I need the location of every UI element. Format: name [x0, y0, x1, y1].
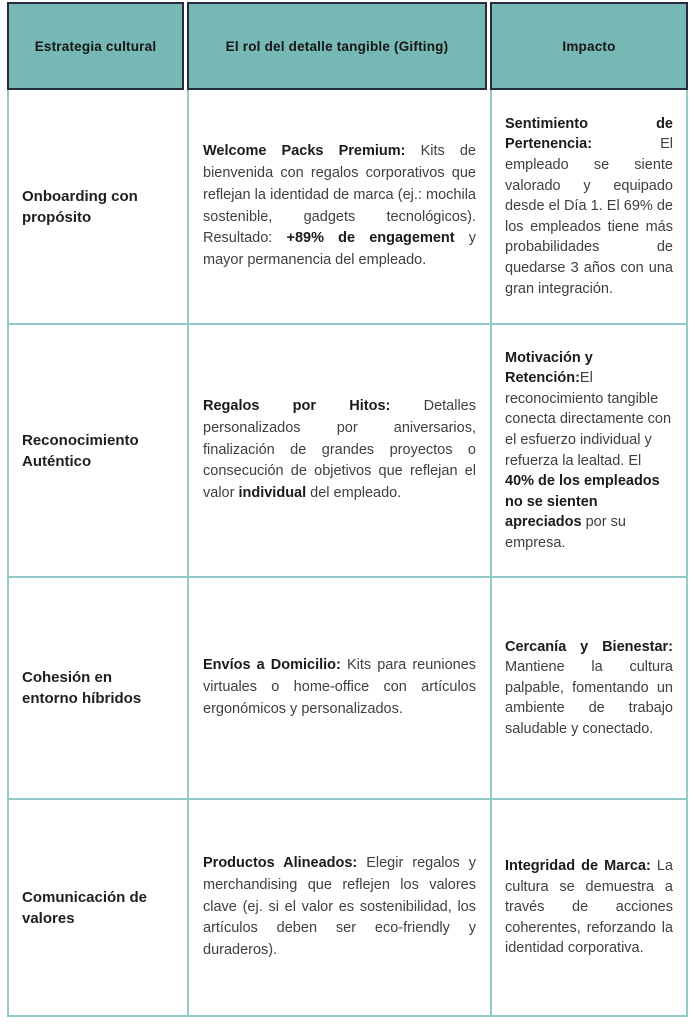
- gifting-cell: [189, 578, 492, 798]
- gifting-cell: [189, 90, 492, 323]
- impact-cell: [492, 578, 686, 798]
- strategy-label: Comunicación de valores: [22, 888, 148, 927]
- impact-cell: [492, 800, 686, 1015]
- table-body: [7, 90, 688, 1017]
- strategy-cell: [9, 800, 189, 1015]
- strategy-cell: [9, 325, 189, 576]
- gifting-text: Regalos por Hitos: Detalles personalizados por aniversarios, finalización de grandes proyectos o consecución de objetivos que reflejan el valor individual del empleado.: [203, 398, 476, 502]
- table-row: [9, 90, 686, 323]
- strategy-label: Cohesión en entorno híbridos: [22, 669, 142, 707]
- impact-cell: [492, 325, 686, 576]
- impact-text: Motivación y Retención:El reconocimiento tangible conecta directamente con el esfuerzo individual y refuerza la lealtad. El 40% de los empleados no se sienten apreciados por su empresa.: [505, 349, 672, 551]
- strategy-cell: [9, 578, 189, 798]
- gifting-cell: [189, 800, 492, 1015]
- header-cell-impacto: Impacto: [490, 2, 688, 90]
- impact-text: Integridad de Marca: La cultura se demuestra a través de acciones coherentes, reforzando la identidad corporativa.: [505, 858, 673, 957]
- strategy-label: Onboarding con propósito: [22, 187, 138, 226]
- strategy-label: Reconocimiento Auténtico: [22, 431, 139, 470]
- table-row: [9, 576, 686, 798]
- gifting-text: Welcome Packs Premium: Kits de bienvenida con regalos corporativos que reflejan la identidad de marca (ej.: mochila sostenible, gadgets tecnológicos). Resultado: +89% de engagement y mayor permanencia del empleado.: [203, 143, 477, 268]
- gifting-text: Productos Alineados: Elegir regalos y merchandising que reflejen los valores clave (ej. si el valor es sostenibilidad, los artículos deben ser eco-friendly y duraderos).: [203, 855, 477, 959]
- header-cell-estrategia-cultural: Estrategia cultural: [7, 2, 184, 90]
- impact-text: Sentimiento de Pertenencia: El empleado se siente valorado y equipado desde el Día 1. El 69% de los empleados tiene más probabilidades de quedarse 3 años con una gran integración.: [505, 115, 673, 297]
- table-row: [9, 323, 686, 576]
- table-header: [7, 2, 688, 90]
- gifting-strategy-table: [7, 2, 688, 1017]
- impact-cell: [492, 90, 686, 323]
- table-row: [9, 798, 686, 1015]
- header-cell-rol-detalle-tangible: El rol del detalle tangible (Gifting): [187, 2, 487, 90]
- gifting-cell: [189, 325, 492, 576]
- gifting-text: Envíos a Domicilio: Kits para reuniones virtuales o home-office con artículos ergonómicos y personalizados.: [203, 657, 477, 717]
- strategy-cell: [9, 90, 189, 323]
- impact-text: Cercanía y Bienestar: Mantiene la cultura palpable, fomentando un ambiente de trabajo saludable y conectado.: [505, 638, 673, 737]
